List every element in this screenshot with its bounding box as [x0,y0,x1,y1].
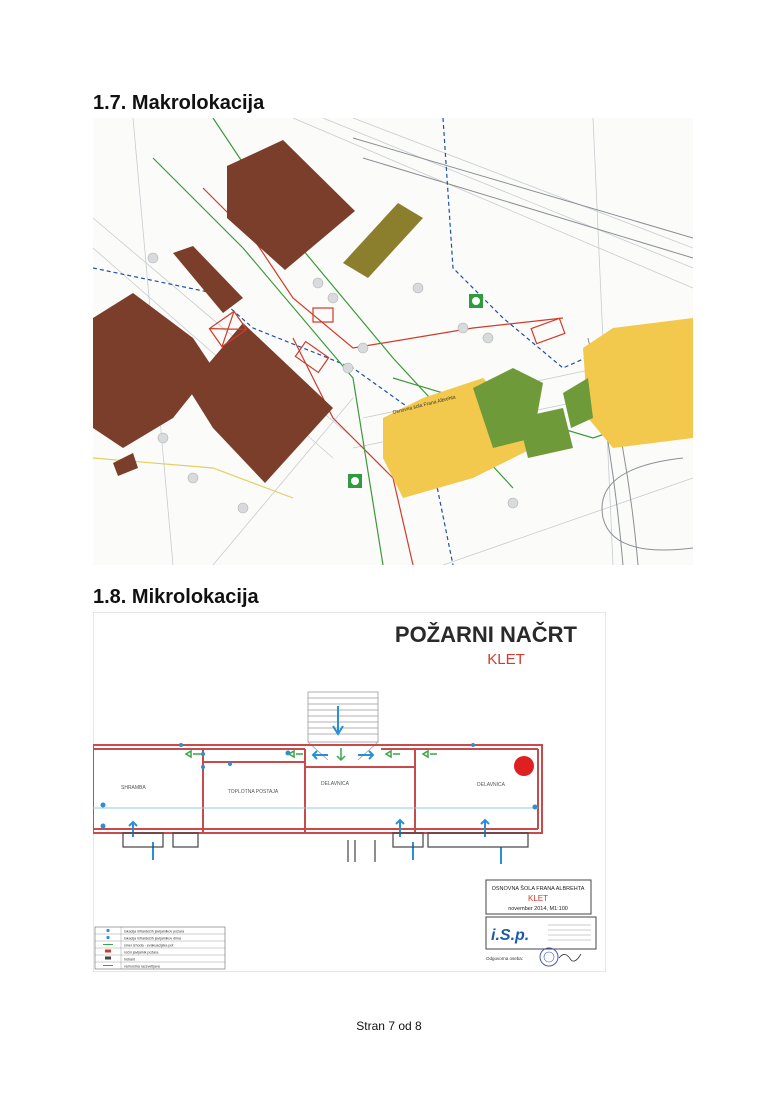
section-heading-mikrolokacija: 1.8. Mikrolokacija [93,586,259,608]
sign-label: Odgovorna oseba: [486,956,524,961]
fire-plan-subtitle: KLET [487,651,525,668]
legend-item-4: ročni javljalnik požara [124,950,159,955]
room-label-3: DELAVNICA [321,781,349,787]
legend-item-2: lokacija infrardečih javljalnikov dima [124,936,181,941]
room-label-2: TOPLOTNA POSTAJA [227,789,279,795]
title-block-school: OSNOVNA ŠOLA FRANA ALBREHTA [491,886,585,892]
macro-location-map [93,118,693,565]
section-heading-makrolokacija: 1.7. Makrolokacija [93,92,265,114]
legend [95,927,225,969]
legend-item-3: smer izhoda - evakuacijska pot [124,943,174,948]
legend-item-5: hidrant [124,957,135,962]
building-label: Osnovna šola Frana Albrehta [392,394,457,416]
room-label-4: DELAVNICA [477,782,505,788]
legend-item-1: lokacija infrardečih javljalnikov požara [124,929,185,934]
fire-plan-drawing [93,612,606,972]
company-logo: i.S.p. [491,927,530,944]
location-marker-icon [514,756,534,776]
title-block-date: november 2014, M1:100 [508,906,568,912]
fire-plan-title: POŽARNI NAČRT [394,622,577,647]
legend-item-6: varnostna razsvetljava [124,964,160,969]
room-label-1: SHRAMBA [121,785,146,791]
title-block-level: KLET [527,894,549,903]
page-number: Stran 7 od 8 [356,1019,422,1033]
